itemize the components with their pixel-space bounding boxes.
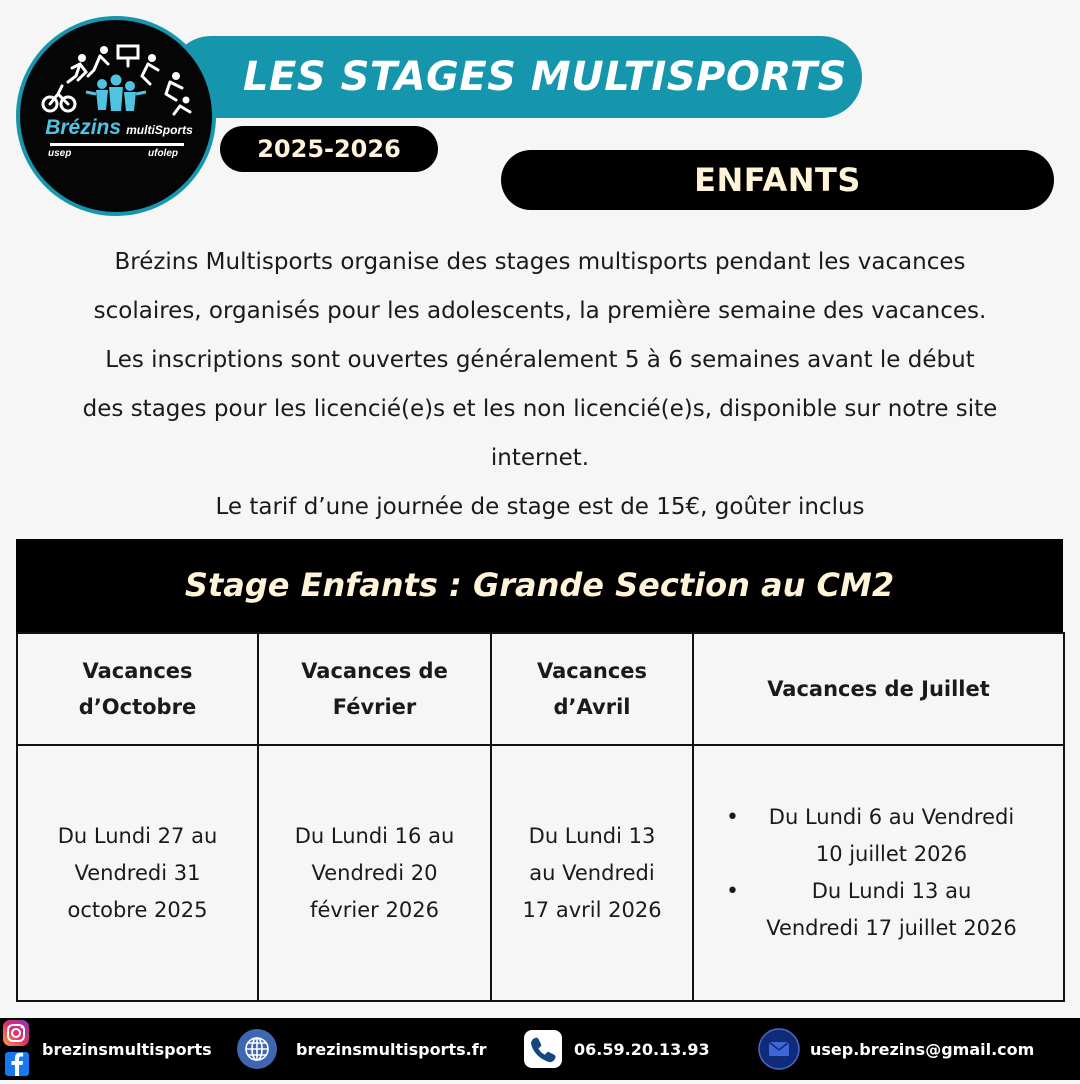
logo-usep-caption: usep [48,148,72,159]
cell-fevrier-dates: Du Lundi 16 au Vendredi 20 février 2026 [258,745,491,1001]
cell-avril-dates: Du Lundi 13 au Vendredi 17 avril 2026 [491,745,693,1001]
table-header-row [17,633,1064,745]
list-item: • Du Lundi 13 au Vendredi 17 juillet 2026 [704,873,1053,947]
intro-line: Brézins Multisports organise des stages multisports pendant les vacances [114,249,966,275]
schedule-table [16,632,1065,1002]
logo-brand-sub: multiSports [126,123,193,137]
logo-underline [50,143,184,146]
footer-website[interactable] [236,1018,487,1080]
email-address: usep.brezins@gmail.com [810,1039,1035,1059]
logo-ufolep-caption: ufolep [148,148,178,159]
footer-social[interactable] [2,1018,212,1080]
column-header-fevrier: Vacances de Février [258,633,491,745]
cell-juillet-dates [693,745,1064,1001]
intro-line: internet. [490,445,590,471]
page-title: LES STAGES MULTISPORTS [243,54,847,100]
logo-brand-main: Brézins [45,116,122,139]
website-link: brezinsmultisports.fr [296,1039,487,1059]
intro-price-line: Le tarif d’une journée de stage est de 15€, goûter inclus [215,494,865,520]
table-title: Stage Enfants : Grande Section au CM2 [16,539,1063,632]
logo-wordmark [34,116,204,140]
mail-icon [758,1028,800,1070]
footer-phone[interactable] [524,1018,710,1080]
juillet-list [704,799,1053,947]
cell-octobre-dates: Du Lundi 27 au Vendredi 31 octobre 2025 [17,745,258,1001]
globe-icon [236,1028,278,1070]
club-logo [20,20,212,212]
intro-line: Les inscriptions sont ouvertes généralement 5 à 6 semaines avant le début [105,347,975,373]
intro-line: des stages pour les licencié(e)s et les non licencié(e)s, disponible sur notre site [82,396,998,422]
list-item: • Du Lundi 6 au Vendredi 10 juillet 2026 [704,799,1053,873]
column-header-juillet: Vacances de Juillet [693,633,1064,745]
column-header-octobre: Vacances d’Octobre [17,633,258,745]
intro-line: scolaires, organisés pour les adolescents, la première semaine des vacances. [93,298,987,324]
phone-icon [524,1030,562,1068]
year-badge: 2025-2026 [220,126,438,172]
footer-bar [0,1018,1080,1080]
social-handle: brezinsmultisports [42,1039,212,1059]
audience-badge: ENFANTS [501,150,1054,210]
column-header-avril: Vacances d’Avril [491,633,693,745]
phone-number: 06.59.20.13.93 [574,1039,710,1059]
intro-text [0,238,1080,532]
table-row [17,745,1064,1001]
social-icons [2,1018,32,1080]
instagram-icon [2,1018,32,1080]
footer-email[interactable] [758,1018,1034,1080]
